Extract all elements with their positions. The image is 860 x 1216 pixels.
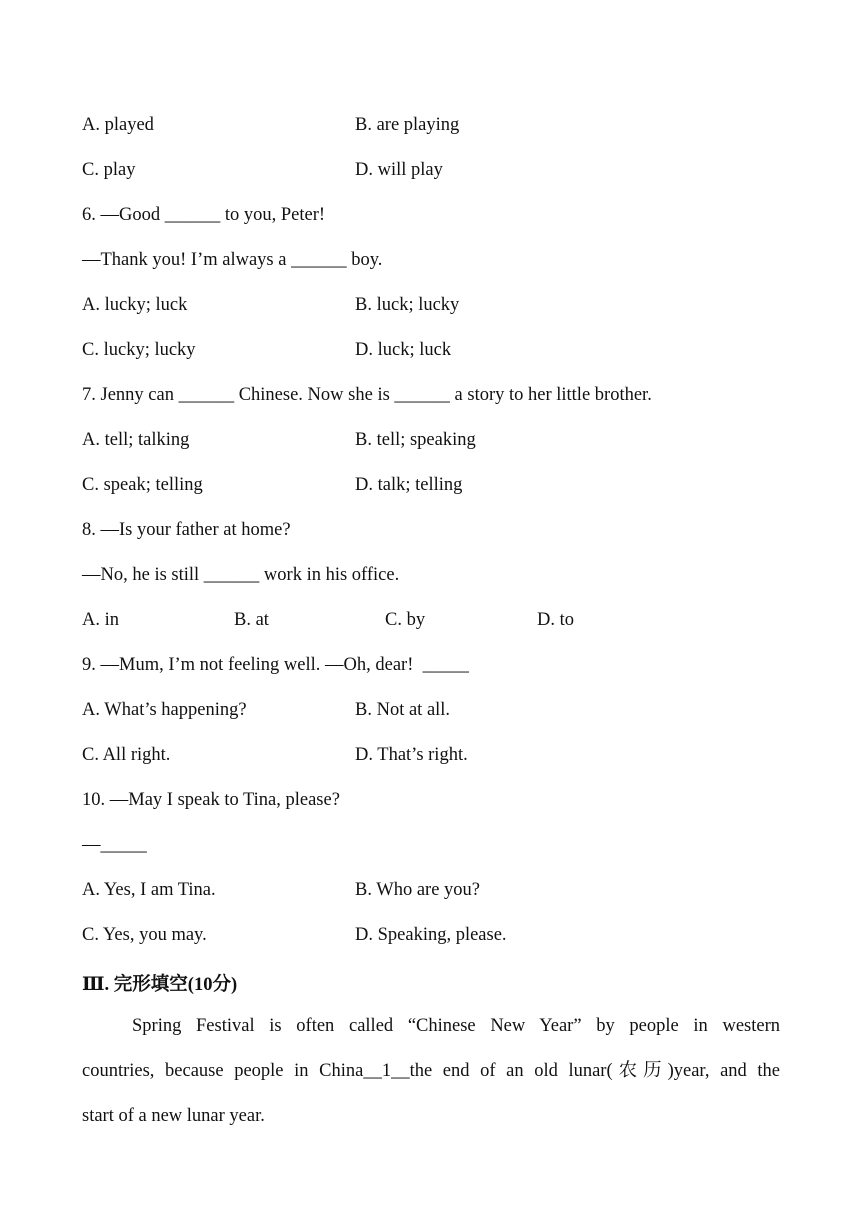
q8-option-a: A. in	[82, 610, 119, 630]
q9-stem: 9. —Mum, I’m not feeling well. —Oh, dear!	[82, 655, 414, 675]
q9-option-b: B. Not at all.	[355, 700, 451, 720]
q10-dash: —	[82, 835, 101, 855]
q9-stem-line	[82, 655, 469, 676]
q6-option-a: A. lucky; luck	[82, 295, 188, 315]
section-heading-cloze: Ⅲ. 完形填空(10分)	[82, 975, 238, 995]
q5-option-d: D. will play	[355, 160, 443, 180]
q8-option-d: D. to	[537, 610, 574, 630]
q10-answer-blank: _____	[100, 835, 147, 855]
q5-option-a: A. played	[82, 115, 154, 135]
q10-stem-line1: 10. —May I speak to Tina, please?	[82, 790, 340, 810]
q6-option-b: B. luck; lucky	[355, 295, 460, 315]
cloze-passage	[82, 1004, 780, 1139]
q5-option-b: B. are playing	[355, 115, 460, 135]
q5-option-c: C. play	[82, 160, 136, 180]
passage-blank-1: __1__	[363, 1061, 410, 1081]
q6-stem-line2: —Thank you! I’m always a ______ boy.	[82, 250, 383, 270]
q10-option-b: B. Who are you?	[355, 880, 481, 900]
q8-option-c: C. by	[385, 610, 426, 630]
passage-row-2	[82, 1049, 780, 1094]
passage-row-3: start of a new lunar year.	[82, 1106, 265, 1126]
q10-option-d: D. Speaking, please.	[355, 925, 507, 945]
passage-row-1	[82, 1004, 780, 1049]
q7-option-c: C. speak; telling	[82, 475, 203, 495]
passage-row-1-text: Spring Festival is often called “Chinese New Year” by people in western	[132, 1016, 780, 1036]
q9-option-d: D. That’s right.	[355, 745, 468, 765]
q9-option-c: C. All right.	[82, 745, 171, 765]
passage-row-2-pre: countries, because people in China	[82, 1061, 364, 1081]
q8-stem-line1: 8. —Is your father at home?	[82, 520, 291, 540]
q7-option-d: D. talk; telling	[355, 475, 463, 495]
q8-stem-line2: —No, he is still ______ work in his office.	[82, 565, 400, 585]
q7-stem: 7. Jenny can ______ Chinese. Now she is ______ a story to her little brother.	[82, 385, 652, 405]
q9-option-a: A. What’s happening?	[82, 700, 247, 720]
q10-option-a: A. Yes, I am Tina.	[82, 880, 216, 900]
q9-answer-blank: _____	[422, 655, 469, 675]
q10-option-c: C. Yes, you may.	[82, 925, 207, 945]
q6-option-d: D. luck; luck	[355, 340, 452, 360]
q8-option-b: B. at	[234, 610, 269, 630]
q10-stem-line2	[82, 835, 147, 856]
q7-option-b: B. tell; speaking	[355, 430, 476, 450]
q6-option-c: C. lucky; lucky	[82, 340, 196, 360]
passage-row-2-post: the end of an old lunar(农历)year, and the	[409, 1061, 781, 1081]
q6-stem-line1: 6. —Good ______ to you, Peter!	[82, 205, 326, 225]
q7-option-a: A. tell; talking	[82, 430, 190, 450]
